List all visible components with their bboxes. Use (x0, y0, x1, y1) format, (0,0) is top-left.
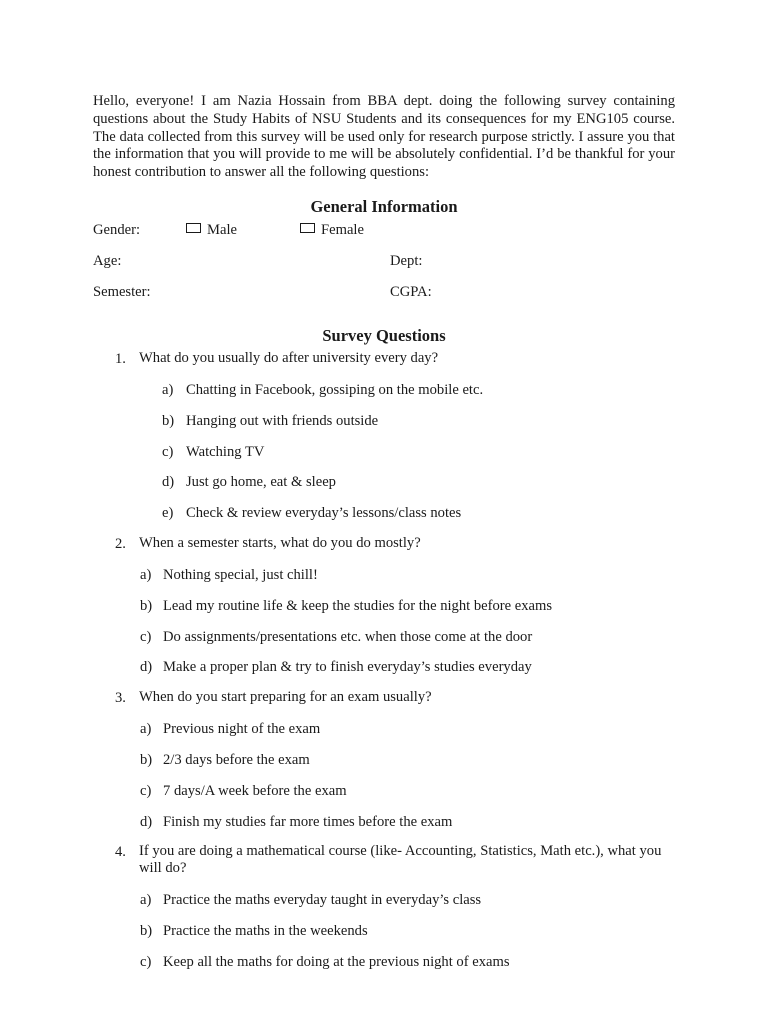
option-letter: d) (162, 474, 175, 491)
answer-option[interactable] (93, 782, 675, 813)
question-4 (93, 843, 675, 891)
option-text: Practice the maths in the weekends (163, 923, 368, 940)
female-label: Female (321, 221, 364, 238)
option-letter: a) (140, 892, 152, 909)
dept-label: Dept: (390, 252, 423, 269)
option-letter: a) (162, 381, 174, 398)
question-text: If you are doing a mathematical course (like- Accounting, Statistics, Math etc.), what you will do? (139, 843, 662, 877)
answer-option[interactable] (93, 628, 675, 659)
option-text: Practice the maths everyday taught in everyday’s class (163, 892, 482, 909)
semester-cgpa-row (93, 283, 675, 314)
option-text: Watching TV (186, 443, 265, 460)
male-label: Male (207, 221, 237, 238)
option-letter: b) (162, 412, 175, 429)
option-letter: c) (162, 443, 174, 460)
gender-option-female[interactable] (300, 221, 364, 239)
intro-paragraph: Hello, everyone! I am Nazia Hossain from BBA dept. doing the following survey containing questions about the Study Habits of NSU Students and its consequences for my ENG105 course. The data collected from this survey will be used only for research purpose strictly. I assure you that the information that you will provide to me will be absolutely confidential. I’d be thankful for your honest contribution to answer all the following questions: (93, 93, 675, 181)
question-2 (93, 535, 675, 566)
option-text: Make a proper plan & try to finish everyday’s studies everyday (163, 659, 532, 676)
answer-option[interactable] (93, 720, 675, 751)
question-number: 4. (115, 844, 126, 861)
option-letter: e) (162, 505, 174, 522)
answer-option[interactable] (93, 412, 675, 443)
option-letter: d) (140, 813, 153, 830)
option-text: Chatting in Facebook, gossiping on the mobile etc. (186, 381, 484, 398)
question-number: 1. (115, 350, 126, 367)
answer-option[interactable] (93, 566, 675, 597)
question-1 (93, 350, 675, 381)
answer-option[interactable] (93, 473, 675, 504)
question-text: What do you usually do after university every day? (139, 349, 439, 366)
question-3 (93, 689, 675, 720)
survey-questions-heading: Survey Questions (322, 325, 446, 345)
option-text: Lead my routine life & keep the studies for the night before exams (163, 597, 553, 614)
cgpa-label: CGPA: (390, 283, 432, 300)
question-text: When do you start preparing for an exam usually? (139, 689, 432, 706)
question-number: 2. (115, 535, 126, 552)
age-dept-row (93, 252, 675, 283)
option-text: Just go home, eat & sleep (186, 474, 336, 491)
option-letter: a) (140, 721, 152, 738)
question-list (93, 350, 675, 984)
option-letter: b) (140, 923, 153, 940)
option-letter: c) (140, 628, 152, 645)
option-letter: b) (140, 751, 153, 768)
answer-option[interactable] (93, 443, 675, 474)
option-text: 7 days/A week before the exam (163, 782, 347, 799)
general-information-heading: General Information (310, 196, 458, 216)
answer-option[interactable] (93, 813, 675, 844)
option-text: Hanging out with friends outside (186, 412, 379, 429)
answer-option[interactable] (93, 891, 675, 922)
female-checkbox[interactable] (300, 223, 315, 233)
answer-option[interactable] (93, 504, 675, 535)
question-number: 3. (115, 690, 126, 707)
option-text: Keep all the maths for doing at the previous night of exams (163, 953, 510, 970)
option-text: Do assignments/presentations etc. when those come at the door (163, 628, 533, 645)
answer-option[interactable] (93, 922, 675, 953)
option-text: 2/3 days before the exam (163, 751, 310, 768)
answer-option[interactable] (93, 381, 675, 412)
answer-option[interactable] (93, 658, 675, 689)
answer-option[interactable] (93, 751, 675, 782)
gender-option-male[interactable] (186, 221, 237, 239)
option-letter: a) (140, 566, 152, 583)
male-checkbox[interactable] (186, 223, 201, 233)
option-text: Check & review everyday’s lessons/class notes (186, 505, 462, 522)
option-letter: d) (140, 659, 153, 676)
option-text: Nothing special, just chill! (163, 566, 318, 583)
age-label: Age: (93, 252, 122, 269)
option-letter: c) (140, 953, 152, 970)
option-letter: c) (140, 782, 152, 799)
option-letter: b) (140, 597, 153, 614)
gender-label: Gender: (93, 221, 141, 238)
option-text: Finish my studies far more times before the exam (163, 813, 453, 830)
survey-page (93, 93, 675, 984)
question-text: When a semester starts, what do you do mostly? (139, 534, 421, 551)
answer-option[interactable] (93, 953, 675, 984)
answer-option[interactable] (93, 597, 675, 628)
option-text: Previous night of the exam (163, 721, 321, 738)
semester-label: Semester: (93, 283, 151, 300)
gender-row (93, 221, 675, 252)
